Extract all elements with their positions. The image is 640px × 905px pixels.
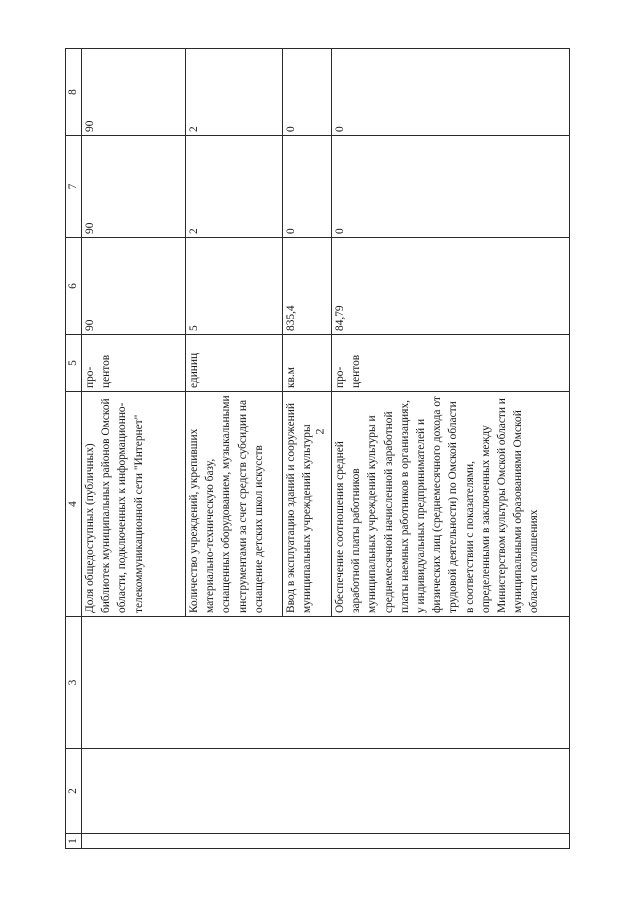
column-header: 1 — [66, 834, 82, 849]
value-cell: 90 — [82, 238, 186, 335]
indicator-cell: Ввод в эксплуатацию зданий и сооружений муниципальных учреждений культуры — [283, 392, 332, 617]
value-cell: 0 — [332, 136, 570, 238]
unit-cell: единиц — [186, 335, 283, 392]
indicator-cell: Количество учреждений, укрепивших материально-техническую базу, оснащенных оборудованием, музыкальными инструментами за счет средств субсидии на оснащение детских школ искусств — [186, 392, 283, 617]
merged-cell — [82, 834, 570, 849]
value-cell: 84,79 — [332, 238, 570, 335]
value-cell: 2 — [186, 136, 283, 238]
indicator-cell: Обеспечение соотношения средней заработной платы работников муниципальных учреждений культуры и среднемесячной начисленной заработной платы наемных работников в организациях, у индивидуальных предпринимателей и физических лиц (среднемесячного дохода от трудовой деятельности) по Омской области в соответствии с показателями, определенными в заключенных между Министерством культуры Омской области и муниципальными образованиями Омской области соглашениях — [332, 392, 570, 617]
unit-cell: про-центов — [332, 335, 570, 392]
value-cell: 2 — [186, 49, 283, 136]
column-header: 7 — [66, 136, 82, 238]
column-header: 2 — [66, 749, 82, 834]
column-header: 5 — [66, 335, 82, 392]
value-cell: 0 — [283, 136, 332, 238]
value-cell: 835,4 — [283, 238, 332, 335]
column-header: 4 — [66, 392, 82, 617]
value-cell: 5 — [186, 238, 283, 335]
merged-cell — [82, 749, 570, 834]
table-header-row — [66, 49, 82, 849]
page-number: 2 — [312, 428, 327, 435]
indicator-cell: Доля общедоступных (публичных) библиотек муниципальных районов Омской области, подключенных к информационно-телекоммуникационной сети "Интернет" — [82, 392, 186, 617]
merged-cell — [82, 617, 570, 749]
column-header: 3 — [66, 617, 82, 749]
table-row — [82, 49, 186, 849]
column-header: 8 — [66, 49, 82, 136]
unit-cell: про-центов — [82, 335, 186, 392]
indicators-table — [65, 48, 570, 849]
value-cell: 0 — [332, 49, 570, 136]
value-cell: 90 — [82, 136, 186, 238]
unit-cell: кв.м — [283, 335, 332, 392]
rotated-table-sheet — [65, 49, 570, 849]
value-cell: 0 — [283, 49, 332, 136]
column-header: 6 — [66, 238, 82, 335]
value-cell: 90 — [82, 49, 186, 136]
